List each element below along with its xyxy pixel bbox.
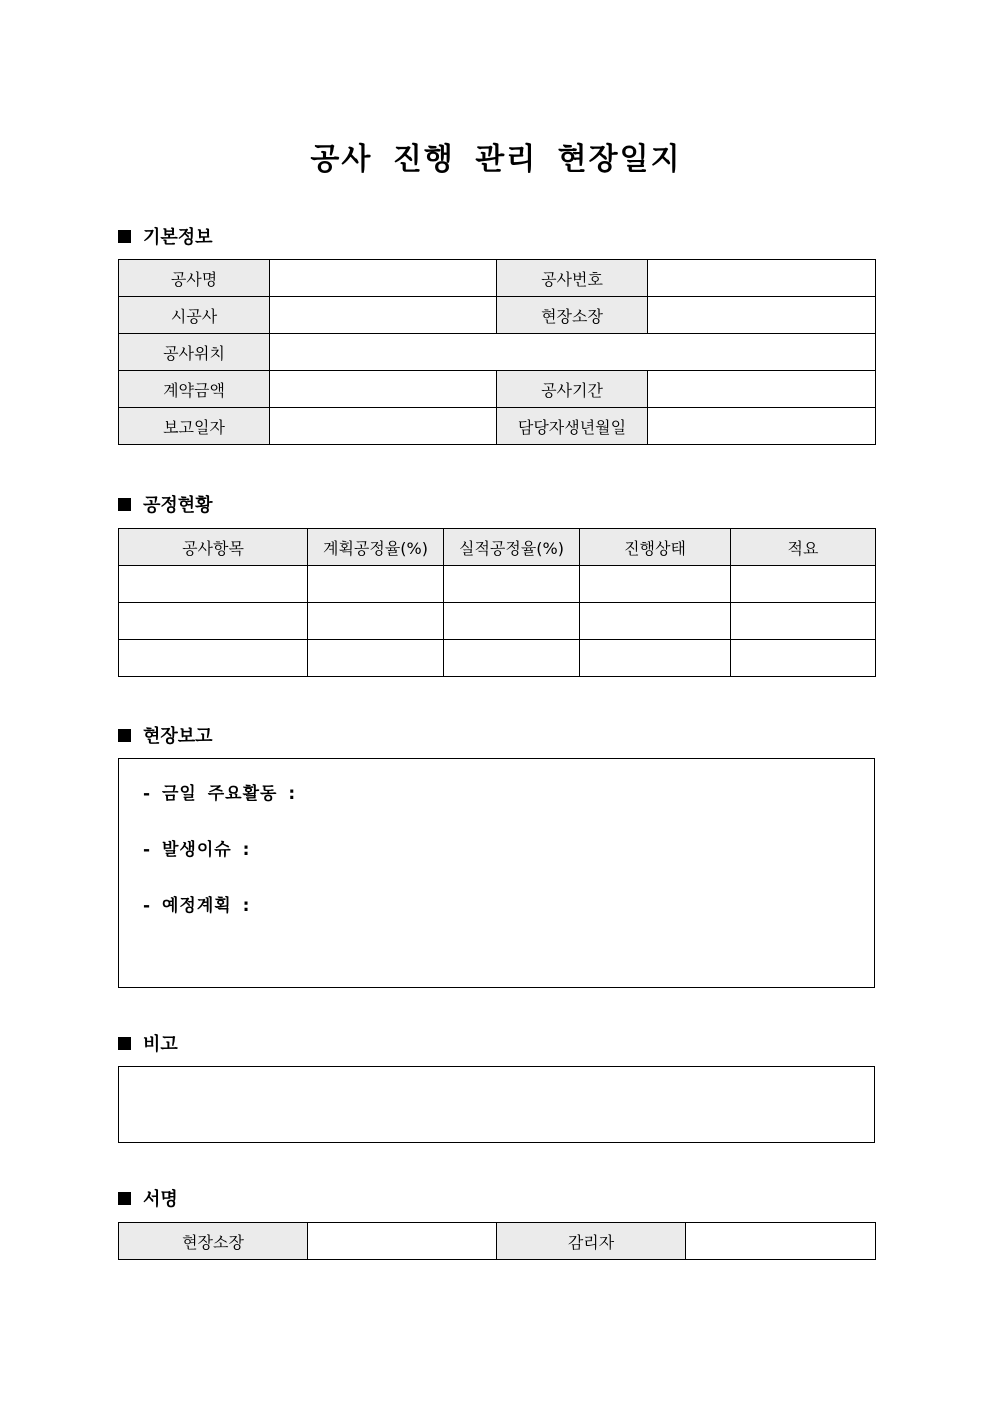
section-progress-heading: [118, 491, 213, 517]
table-cell[interactable]: [731, 640, 876, 677]
table-cell[interactable]: [308, 603, 444, 640]
progress-table: [118, 528, 876, 677]
header-planned-rate: 계획공정율(%): [308, 529, 444, 566]
header-notes: 적요: [731, 529, 876, 566]
duration-label: 공사기간: [497, 371, 648, 408]
project-number-field[interactable]: [648, 260, 876, 297]
table-cell[interactable]: [444, 640, 580, 677]
table-cell[interactable]: [119, 566, 308, 603]
remarks-box[interactable]: [118, 1066, 875, 1143]
table-cell[interactable]: [444, 603, 580, 640]
square-bullet-icon: [118, 1037, 131, 1050]
square-bullet-icon: [118, 230, 131, 243]
section-signature-label: 서명: [143, 1189, 178, 1210]
section-remarks-heading: [118, 1030, 178, 1056]
contract-amount-label: 계약금액: [119, 371, 270, 408]
table-cell[interactable]: [119, 640, 308, 677]
table-cell[interactable]: [308, 566, 444, 603]
project-name-field[interactable]: [270, 260, 497, 297]
sign-site-manager-label: 현장소장: [119, 1223, 308, 1260]
header-item: 공사항목: [119, 529, 308, 566]
location-field[interactable]: [270, 334, 876, 371]
contractor-field[interactable]: [270, 297, 497, 334]
table-cell[interactable]: [731, 603, 876, 640]
project-name-label: 공사명: [119, 260, 270, 297]
section-basic-label: 기본정보: [143, 227, 213, 248]
table-cell[interactable]: [308, 640, 444, 677]
page-title: 공사 진행 관리 현장일지: [310, 142, 682, 177]
sign-supervisor-field[interactable]: [686, 1223, 876, 1260]
table-cell[interactable]: [444, 566, 580, 603]
table-cell[interactable]: [119, 603, 308, 640]
signature-table: [118, 1222, 876, 1260]
basic-info-table: [118, 259, 876, 445]
duration-field[interactable]: [648, 371, 876, 408]
table-row: [119, 640, 876, 677]
site-manager-field[interactable]: [648, 297, 876, 334]
report-activities-line: - 금일 주요활동 :: [143, 784, 297, 804]
report-date-field[interactable]: [270, 408, 497, 445]
section-report-label: 현장보고: [143, 726, 213, 747]
site-manager-label: 현장소장: [497, 297, 648, 334]
section-progress-label: 공정현황: [143, 495, 213, 516]
table-cell[interactable]: [580, 566, 731, 603]
table-cell[interactable]: [580, 640, 731, 677]
square-bullet-icon: [118, 1192, 131, 1205]
table-cell[interactable]: [731, 566, 876, 603]
sign-supervisor-label: 감리자: [497, 1223, 686, 1260]
header-actual-rate: 실적공정율(%): [444, 529, 580, 566]
report-box[interactable]: [118, 758, 875, 988]
project-number-label: 공사번호: [497, 260, 648, 297]
section-remarks-label: 비고: [143, 1034, 178, 1055]
header-status: 진행상태: [580, 529, 731, 566]
contractor-label: 시공사: [119, 297, 270, 334]
location-label: 공사위치: [119, 334, 270, 371]
section-basic-heading: [118, 223, 213, 249]
square-bullet-icon: [118, 729, 131, 742]
contract-amount-field[interactable]: [270, 371, 497, 408]
report-issues-line: - 발생이슈 :: [143, 840, 251, 860]
person-birth-field[interactable]: [648, 408, 876, 445]
section-signature-heading: [118, 1185, 178, 1211]
table-row: [119, 603, 876, 640]
table-row: [119, 566, 876, 603]
report-plans-line: - 예정계획 :: [143, 896, 251, 916]
sign-site-manager-field[interactable]: [308, 1223, 497, 1260]
table-cell[interactable]: [580, 603, 731, 640]
person-birth-label: 담당자생년월일: [497, 408, 648, 445]
section-report-heading: [118, 722, 213, 748]
square-bullet-icon: [118, 498, 131, 511]
report-date-label: 보고일자: [119, 408, 270, 445]
